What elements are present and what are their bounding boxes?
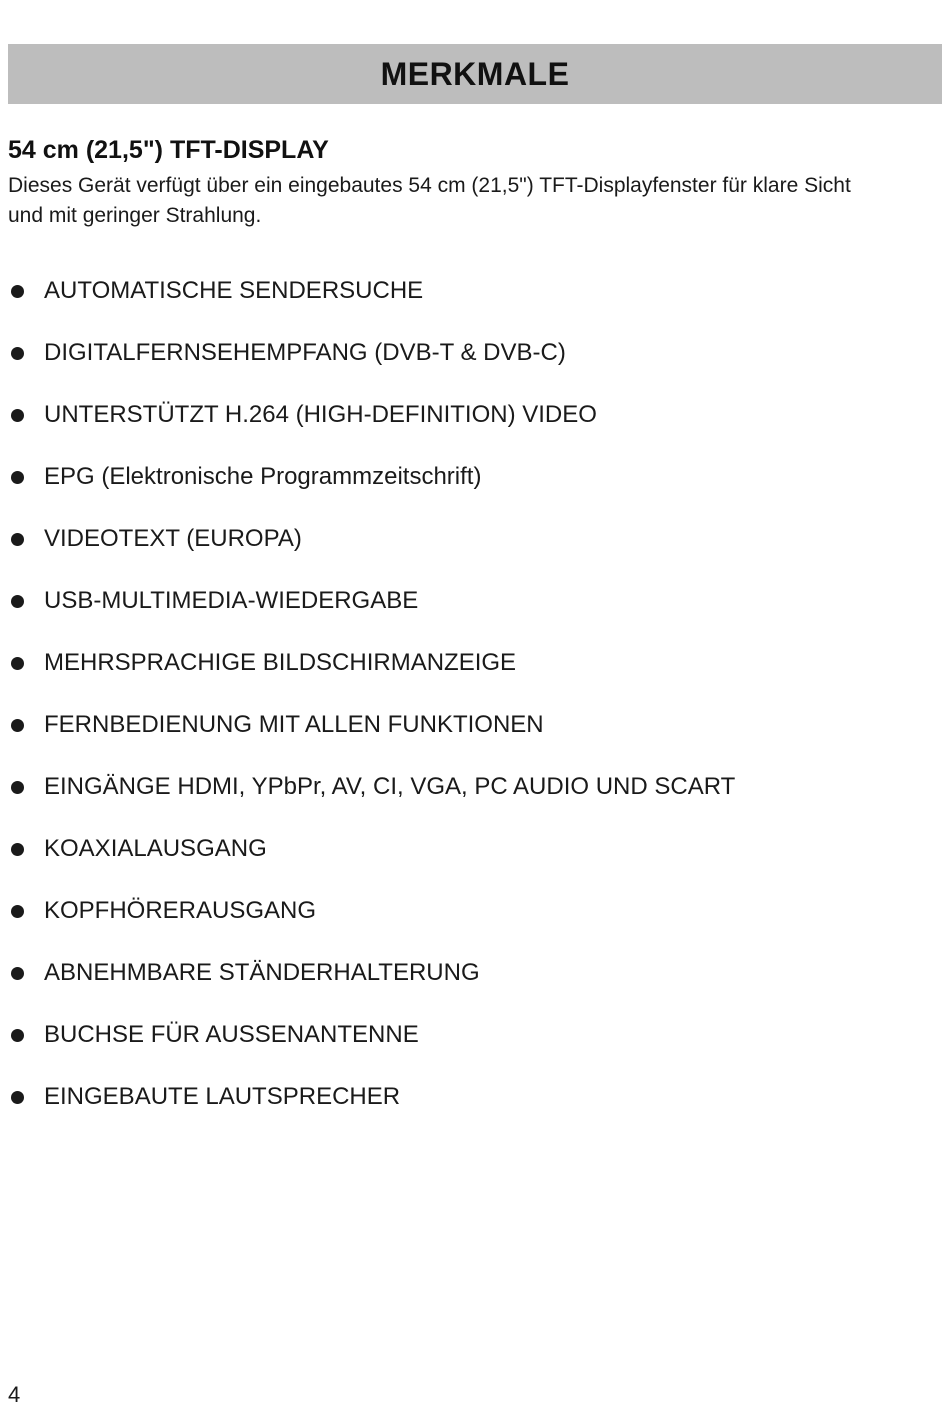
page-title: MERKMALE: [380, 55, 570, 92]
bullet-icon: [11, 533, 24, 546]
feature-text: DIGITALFERNSEHEMPFANG (DVB-T & DVB-C): [44, 339, 566, 366]
bullet-icon: [11, 595, 24, 608]
feature-item: [8, 508, 735, 570]
bullet-icon: [11, 1029, 24, 1042]
feature-item: [8, 322, 735, 384]
section-heading: 54 cm (21,5") TFT-DISPLAY: [8, 136, 329, 164]
feature-text: AUTOMATISCHE SENDERSUCHE: [44, 277, 424, 304]
feature-text: UNTERSTÜTZT H.264 (HIGH-DEFINITION) VIDEO: [44, 401, 597, 428]
feature-text: VIDEOTEXT (EUROPA): [44, 525, 302, 552]
page-number: 4: [8, 1382, 21, 1407]
intro-line: und mit geringer Strahlung.: [8, 204, 262, 227]
bullet-icon: [11, 781, 24, 794]
bullet-icon: [11, 719, 24, 732]
feature-item: [8, 1066, 735, 1128]
bullet-icon: [11, 1091, 24, 1104]
feature-item: [8, 384, 735, 446]
bullet-icon: [11, 967, 24, 980]
feature-text: BUCHSE FÜR AUSSENANTENNE: [44, 1021, 419, 1048]
bullet-icon: [11, 471, 24, 484]
feature-text: EINGÄNGE HDMI, YPbPr, AV, CI, VGA, PC AUDIO UND SCART: [44, 773, 736, 800]
feature-item: [8, 694, 735, 756]
feature-item: [8, 880, 735, 942]
feature-item: [8, 1004, 735, 1066]
feature-item: [8, 260, 735, 322]
intro-line: Dieses Gerät verfügt über ein eingebautes 54 cm (21,5") TFT-Displayfenster für klare Sicht: [8, 174, 851, 197]
intro-paragraph: [8, 171, 943, 231]
page-header-bar: [8, 44, 942, 104]
feature-item: [8, 942, 735, 1004]
bullet-icon: [11, 285, 24, 298]
feature-text: USB-MULTIMEDIA-WIEDERGABE: [44, 587, 419, 614]
feature-text: KOPFHÖRERAUSGANG: [44, 897, 317, 924]
feature-text: MEHRSPRACHIGE BILDSCHIRMANZEIGE: [44, 649, 517, 676]
bullet-icon: [11, 409, 24, 422]
bullet-icon: [11, 843, 24, 856]
feature-item: [8, 570, 735, 632]
feature-list: [8, 260, 735, 1128]
bullet-icon: [11, 657, 24, 670]
bullet-icon: [11, 905, 24, 918]
feature-item: [8, 818, 735, 880]
feature-text: EINGEBAUTE LAUTSPRECHER: [44, 1083, 401, 1110]
feature-item: [8, 446, 735, 508]
feature-text: FERNBEDIENUNG MIT ALLEN FUNKTIONEN: [44, 711, 544, 738]
feature-text: EPG (Elektronische Programmzeitschrift): [44, 463, 482, 490]
bullet-icon: [11, 347, 24, 360]
feature-item: [8, 632, 735, 694]
feature-item: [8, 756, 735, 818]
feature-text: ABNEHMBARE STÄNDERHALTERUNG: [44, 959, 480, 986]
feature-text: KOAXIALAUSGANG: [44, 835, 267, 862]
